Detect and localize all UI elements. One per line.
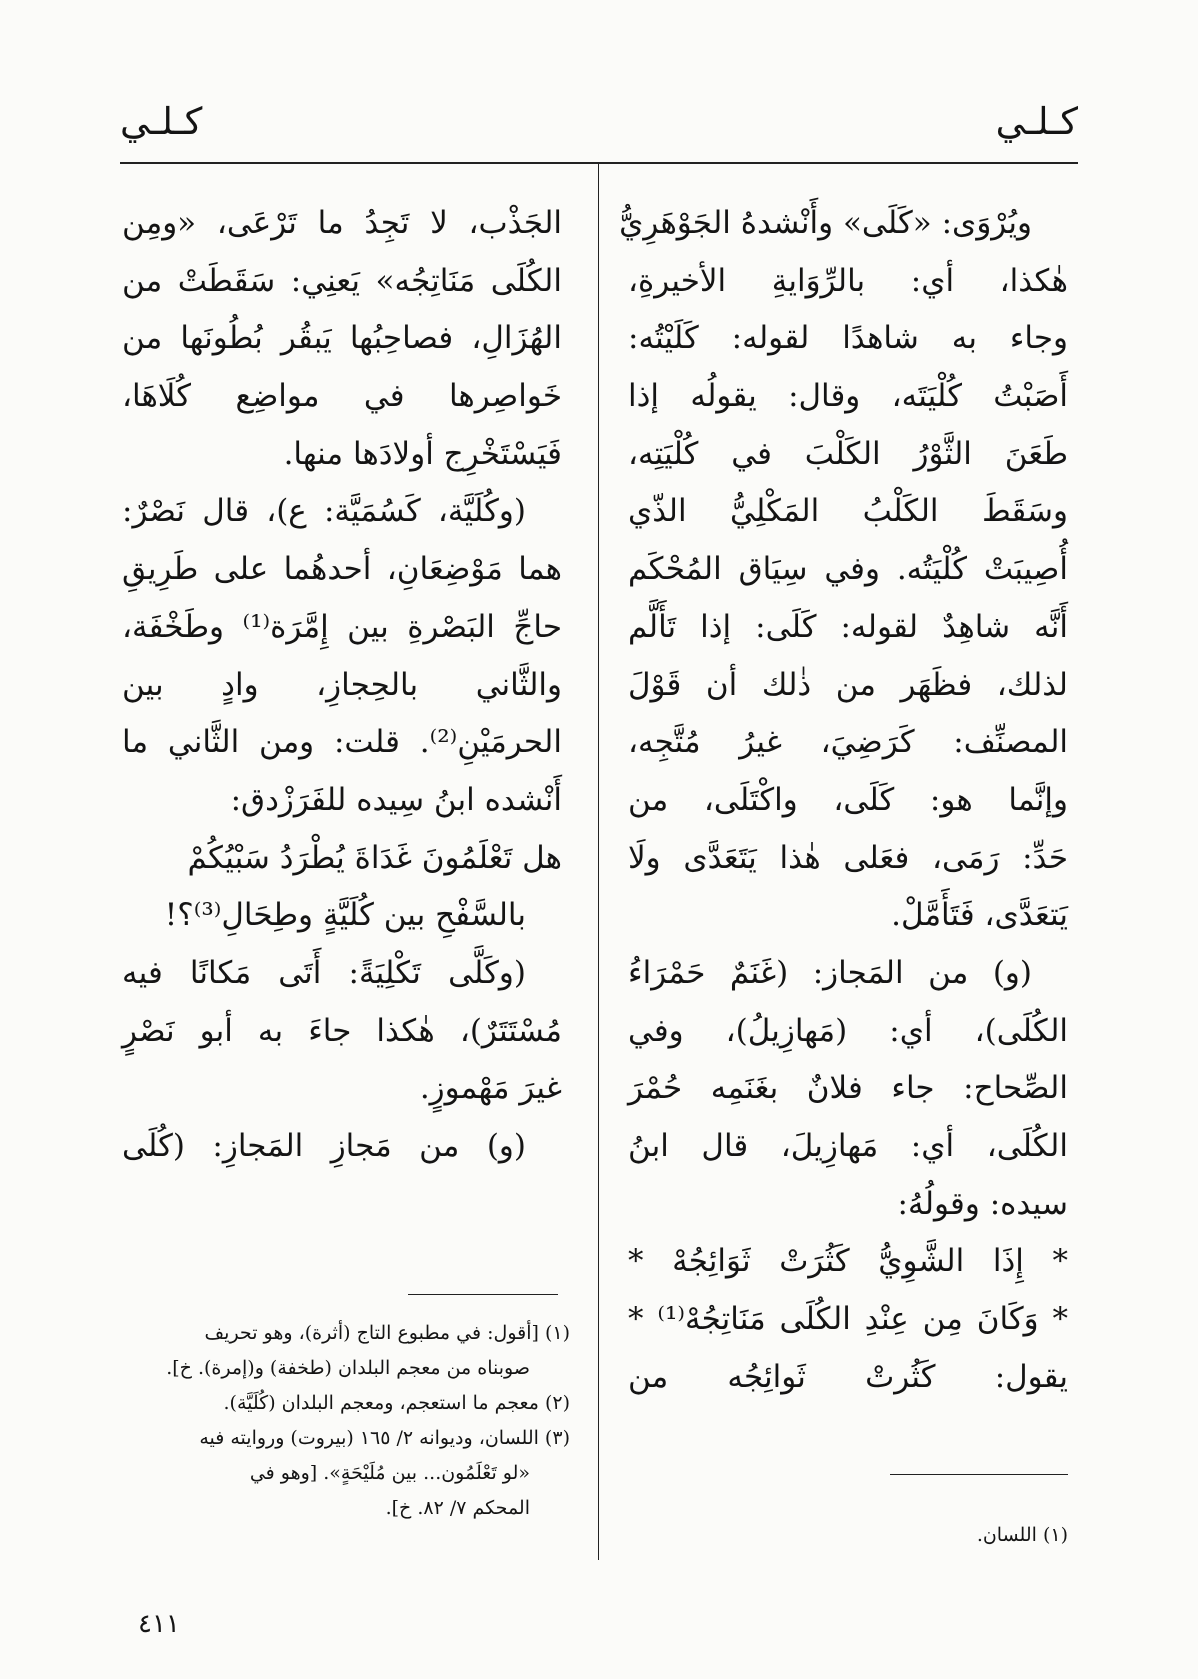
text-line: خَواصِرها في مواضِع كُلَاهَا، [122,378,562,415]
headword-right: كـلـي [995,100,1078,143]
text-line: الكُلَى)، أي: (مَهازِيلُ)، وفي [628,1012,1068,1049]
page-number: ٤١١ [138,1609,180,1639]
text-line: الكُلَى مَنَاتِجُه» يَعنِي: سَقَطَتْ من [122,262,562,299]
text-line: (و) من مَجازِ المَجازِ: (كُلَى [122,1128,526,1164]
text-line: أُصِيبَتْ كُلْيَتُه. وفي سِيَاق المُحْكَم [628,551,1068,588]
verse-line: هل تَعْلَمُونَ غَدَاةَ يُطْرَدُ سَبْيُكُمْ [187,839,562,876]
footnote-line: (١) اللسان. [976,1524,1068,1546]
footnote-line: صوبناه من معجم البلدان (طخفة) و(إمرة). خ]. [166,1357,530,1379]
text-line: وسَقَطَ الكَلْبُ المَكْلِيُّ الذّي [628,493,1068,530]
verse-line: * وَكَانَ مِن عِنْدِ الكُلَى مَنَاتِجُهْ⁽¹⁾ * [628,1301,1068,1338]
text-line: أَنَّه شاهِدٌ لقوله: كَلَى: إذا تَأَلَّم [628,608,1068,645]
text-line: المصنِّف: كَرَضِيَ، غيرُ مُتَّجِه، [628,724,1068,761]
text-line: غيرَ مَهْموزٍ. [419,1070,562,1107]
text-line: لذلك، فظَهَر من ذٰلك أن قَوْلَ [628,666,1068,703]
text-line: الكُلَى، أي: مَهازِيلَ، قال ابنُ [628,1128,1068,1164]
text-line: طَعَنَ الثَّوْرُ الكَلْبَ في كُلْيَتِه، [628,435,1068,472]
footnote-line: المحكم ٧/ ٨٢. خ]. [385,1497,530,1519]
text-line: حاجِّ البَصْرةِ بين إِمَّرَة⁽¹⁾ وطَخْفَة، [122,608,562,645]
verse-line: بالسَّفْحِ بين كُلَيَّةٍ وطِحَالِ⁽³⁾؟! [164,897,526,934]
headword-left: كـلـي [120,100,203,143]
column-divider [598,164,599,1560]
footnotes-right [628,1518,1068,1553]
text-line: ويُرْوَى: «كَلَى» وأَنْشدهُ الجَوْهَرِيُّ [619,205,1032,241]
text-line: حَدِّ: رَمَى، فعَلى هٰذا يَتَعَدَّى ولَا [628,839,1068,876]
footnote-line: (٣) اللسان، وديوانه ٢/ ١٦٥ (بيروت) وروايته فيه [199,1427,570,1449]
text-line: الحرمَيْنِ⁽²⁾. قلت: ومن الثَّاني ما [122,724,562,761]
text-line: الصِّحاح: جاء فلانٌ بغَنَمِه حُمْرَ [628,1070,1068,1107]
right-column [619,195,1068,1406]
text-line: وإنَّما هو: كَلَى، واكْتَلَى، من [628,781,1068,818]
verse-line: * إِذَا الشَّوِيُّ كَثُرَتْ ثَوَائِجُهْ * [628,1243,1068,1280]
text-line: الجَذْب، لا تَجِدُ ما تَرْعَى، «ومِن [122,205,562,241]
text-line: (وكُلَيَّة، كَسُمَيَّة: ع)، قال نَصْرٌ: [122,493,526,530]
text-line: وجاء به شاهدًا لقوله: كَلَيْتُه: [628,320,1068,357]
text-line: مُسْتَتَرٌ)، هٰكذا جاءَ به أبو نَصْرٍ [122,1012,562,1049]
text-line: فَيَسْتَخْرِج أولادَها منها. [283,435,562,472]
footnote-line: (١) [أقول: في مطبوع التاج (أثرة)، وهو تحريف [204,1322,570,1344]
text-line: والثَّاني بالحِجازِ، وادٍ بين [122,666,562,703]
text-line: (وكَلَّى تَكْلِيَةً: أَتَى مَكانًا فيه [122,954,526,991]
text-line: أَنْشده ابنُ سِيده للفَرَزْدق: [230,781,562,818]
text-line: أَصَبْتُ كُلْيَتَه، وقال: يقولُه إذا [628,378,1068,415]
text-line: هما مَوْضِعَانِ، أحدهُما على طَرِيقِ [122,551,562,588]
text-line: هٰكذا، أي: بالرِّوَايةِ الأخيرةِ، [628,262,1068,299]
text-line: يقول: كَثُرتْ ثَوائِجُه من [628,1358,1068,1395]
footnote-line: «لو تَعْلَمُون... بين مُلَيْحَةٍ». [وهو في [249,1462,530,1484]
text-line: (و) من المَجاز: (غَنَمٌ حَمْرَاءُ [628,954,1032,991]
left-column [122,195,562,1176]
footnote-rule [890,1474,1068,1475]
text-line: الهُزَالِ، فصاحِبُها يَبقُر بُطُونَها من [122,320,562,357]
footnote-rule [408,1294,558,1295]
footnote-line: (٢) معجم ما استعجم، ومعجم البلدان (كُلَيَّة). [223,1392,570,1414]
text-line: يَتعَدَّى، فَتَأَمَّلْ. [891,897,1068,934]
running-header [120,100,1078,156]
text-line: سيده: وقولُهُ: [897,1185,1068,1222]
header-rule [120,162,1078,164]
footnotes-left [130,1316,570,1526]
